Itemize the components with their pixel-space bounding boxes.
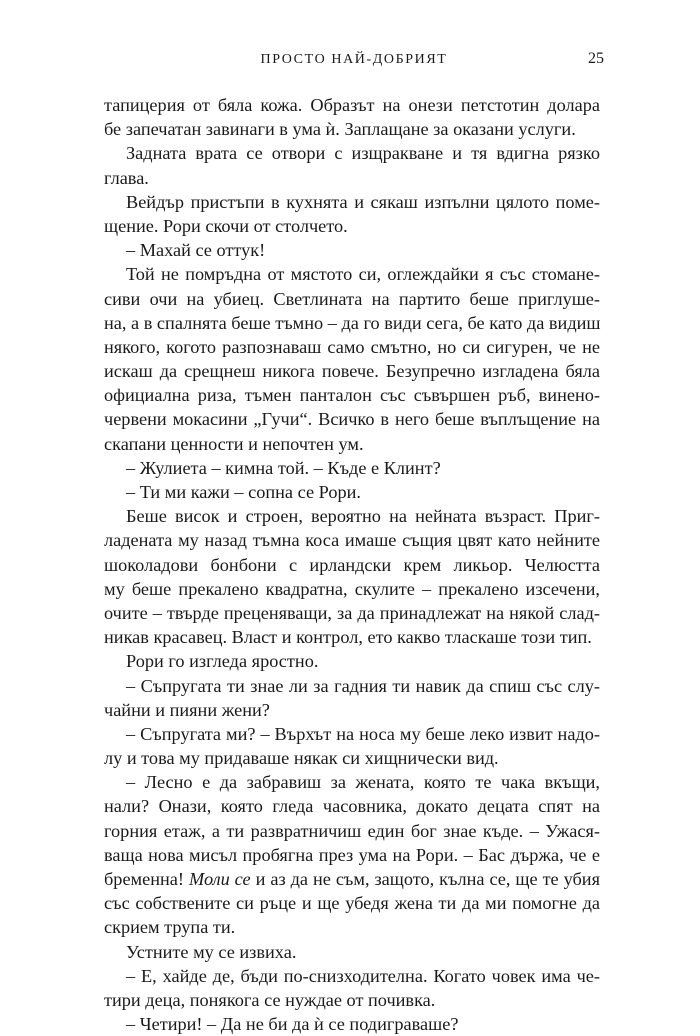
text-line: Устните му се извиха. [126, 941, 297, 962]
page-body [104, 93, 600, 1036]
text-line: Рори го изгледа яростно. [126, 651, 319, 672]
text-segment: бременна! [104, 869, 185, 889]
text-line: сиви очи на убиец. Светлината на партито беше приглуше- [104, 288, 600, 309]
text-line: глава. [104, 167, 149, 188]
text-line: щение. Рори скочи от столчето. [104, 215, 348, 236]
text-line: ваща нова мисъл пробягна през ума на Рори. – Бас държа, че е [104, 844, 600, 865]
text-line: тапицерия от бяла кожа. Образът на онези петстотин долара [104, 95, 600, 115]
text-line: бе запечатан завинаги в ума ѝ. Заплащане за оказани услуги. [104, 119, 576, 140]
text-line: на, а в спалнята беше тъмно – да го види сега, бе като да видиш [104, 312, 601, 333]
text-line: – Е, хайде де, бъди по-снизходителна. Когато човек има че- [126, 965, 600, 986]
text-line: тири деца, понякога се нуждае от почивка. [104, 989, 436, 1010]
text-line: Задната врата се отвори с изщракване и тя вдигна рязко [126, 143, 600, 164]
text-line: – Съпругата ми? – Върхът на носа му беше леко извит надо- [126, 723, 600, 744]
text-line: скапани ценности и непочтен ум. [104, 433, 364, 454]
text-line: Беше висок и строен, вероятно на нейната възраст. Приг- [126, 506, 600, 527]
page-number: 25 [588, 50, 604, 67]
text-segment: и аз да не съм, защото, кълна се, ще те убия [255, 869, 601, 889]
italic-segment: Моли се [188, 869, 251, 889]
text-line: някого, когото разпознаваш само смътно, но си сигурен, че не [104, 336, 600, 357]
running-title: ПРОСТО НАЙ-ДОБРИЯТ [260, 52, 448, 67]
text-line: – Махай се оттук! [126, 240, 266, 261]
text-line: – Ти ми кажи – сопна се Рори. [126, 482, 361, 502]
text-line: му беше прекалено квадратна, скулите – прекалено изсечени, [104, 578, 600, 599]
text-line: шоколадови бонбони с ирландски крем ликьор. Челюстта [104, 554, 600, 575]
text-line: червени мокасини „Гучи“. Всичко в него беше въплъщение на [104, 409, 600, 430]
text-line: искаш да срещнеш никога повече. Безупречно изгладена бяла [104, 361, 600, 382]
text-line: – Жулиета – кимна той. – Къде е Клинт? [126, 457, 441, 478]
text-line: никав красавец. Власт и контрол, ето какво тласкаше този тип. [104, 627, 592, 648]
text-line: ладената му назад тъмна коса имаше същия цвят като нейните [104, 530, 600, 551]
text-line: Той не помръдна от мястото си, оглеждайки я със стомане- [126, 264, 600, 285]
text-line: нали? Онази, която гледа часовника, докато децата спят на [104, 796, 600, 817]
text-line: горния етаж, а ти развратничиш един бог знае къде. – Ужася- [104, 820, 600, 841]
text-line: със собствените си ръце и ще убедя жена ти да ми помогне да [104, 893, 600, 914]
text-line-mixed [104, 867, 600, 891]
text-line: официална риза, тъмен панталон със съвършен ръб, виненo- [104, 385, 600, 406]
text-line: – Четири! – Да не би да ѝ се подиграваше? [126, 1014, 459, 1035]
text-line: скрием трупа ти. [104, 917, 236, 938]
text-line: лу и това му придаваше някак си хищнически вид. [104, 748, 499, 769]
text-line: – Съпругата ти знае ли за гадния ти навик да спиш със слу- [126, 675, 600, 696]
page-header [104, 50, 604, 72]
text-line: очите – твърде преценяващи, за да принадлежат на някой слад- [104, 602, 600, 623]
text-line: чайни и пияни жени? [104, 699, 270, 720]
text-line: – Лесно е да забравиш за жената, която те чака вкъщи, [126, 772, 600, 793]
text-line: Вейдър пристъпи в кухнята и сякаш изпълни цялото поме- [126, 191, 600, 212]
